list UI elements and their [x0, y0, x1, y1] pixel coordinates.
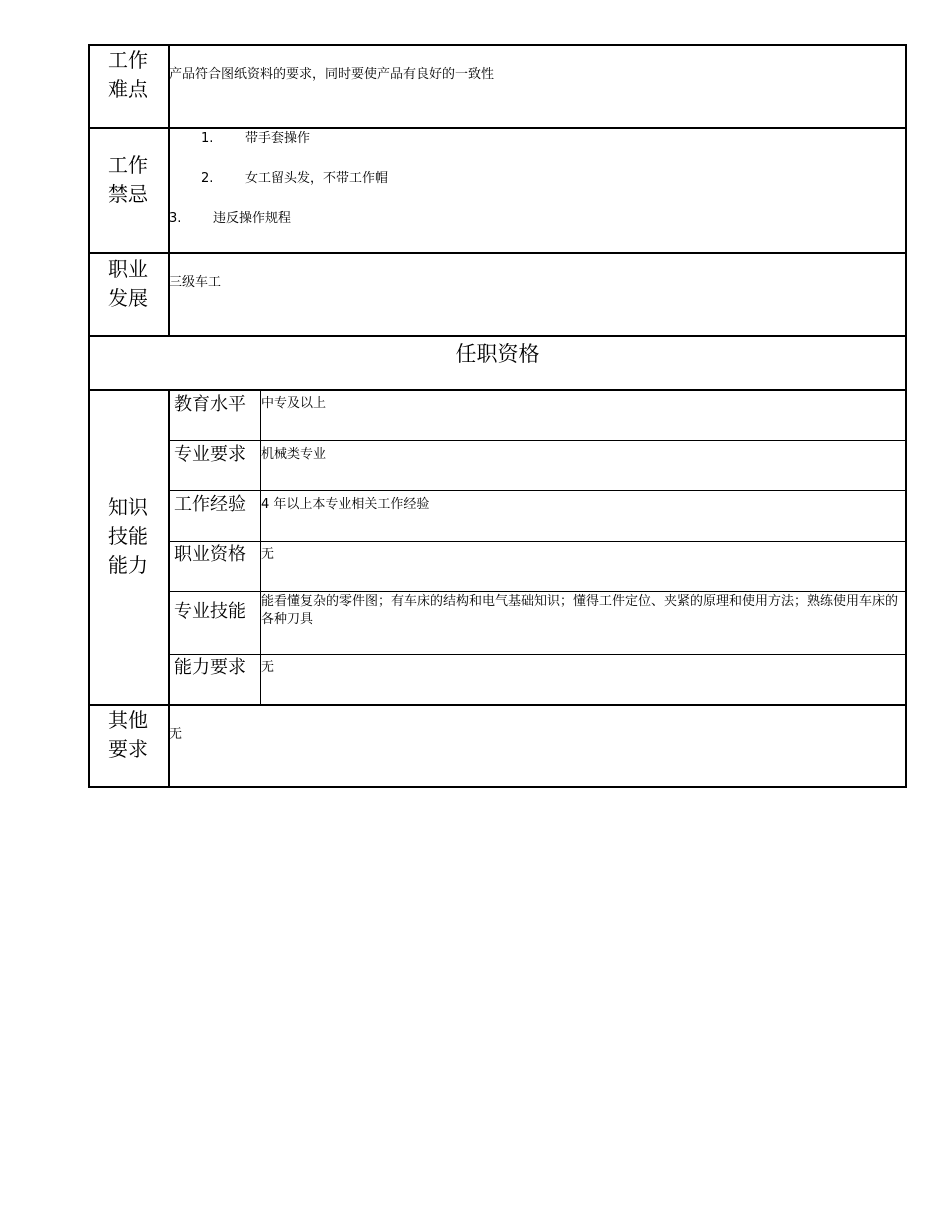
list-item: 违反操作规程 — [213, 211, 292, 226]
row-divider — [88, 127, 907, 129]
career-label: 职业 发展 — [108, 257, 148, 310]
experience-value: 4 年以上本专业相关工作经验 — [261, 497, 430, 512]
major-label: 专业要求 — [174, 444, 246, 465]
ability-label: 能力要求 — [174, 657, 246, 678]
subrow-divider — [168, 654, 907, 655]
professional-skills-value: 能看懂复杂的零件图；有车床的结构和电气基础知识；懂得工件定位、夹紧的原理和使用方法；熟练使用车床的各种刀具 — [261, 594, 899, 627]
ability-value: 无 — [261, 660, 275, 675]
list-item: 女工留头发，不带工作帽 — [245, 171, 389, 186]
other-label: 其他 要求 — [108, 708, 148, 761]
section-title: 任职资格 — [455, 342, 540, 366]
column-divider — [168, 44, 170, 336]
difficulty-label: 工作 难点 — [108, 48, 148, 101]
subrow-divider — [168, 541, 907, 542]
other-content: 无 — [169, 727, 183, 742]
subrow-divider — [168, 591, 907, 592]
row-divider — [88, 704, 907, 706]
subrow-divider — [168, 490, 907, 491]
education-value: 中专及以上 — [261, 396, 327, 411]
row-divider — [88, 335, 907, 337]
row-divider — [88, 252, 907, 254]
subrow-divider — [168, 440, 907, 441]
list-item-number: 3. — [169, 211, 182, 226]
certification-label: 职业资格 — [174, 544, 246, 565]
major-value: 机械类专业 — [261, 447, 327, 462]
certification-value: 无 — [261, 547, 275, 562]
experience-label: 工作经验 — [174, 494, 246, 515]
list-item: 带手套操作 — [245, 131, 311, 146]
list-item-number: 1. — [201, 131, 214, 146]
taboos-label: 工作 禁忌 — [108, 153, 148, 206]
difficulty-content: 产品符合图纸资料的要求，同时要使产品有良好的一致性 — [169, 67, 495, 82]
row-divider — [88, 389, 907, 391]
professional-skills-label: 专业技能 — [174, 601, 246, 622]
career-content: 三级车工 — [169, 275, 222, 290]
knowledge-skills-label: 知识 技能 能力 — [108, 495, 148, 577]
list-item-number: 2. — [201, 171, 214, 186]
education-label: 教育水平 — [174, 394, 246, 415]
